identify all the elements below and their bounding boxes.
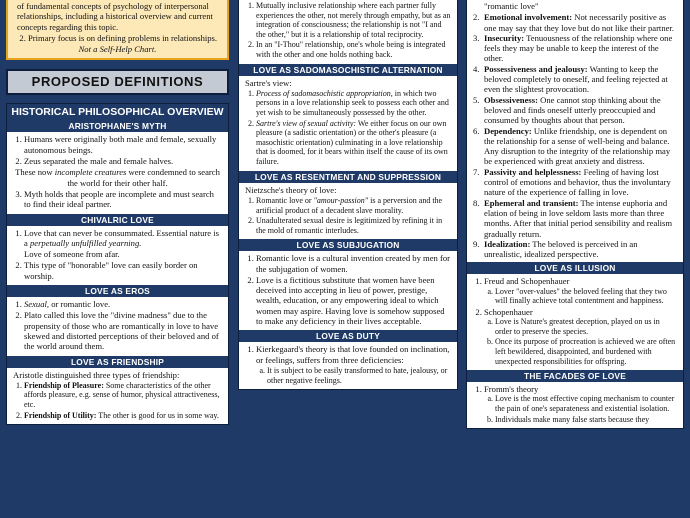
- list-item: b. Once its purpose of procreation is achieved we are often left bewildered, disappointed, and burdened with unexpected responsibilities for offspring.: [495, 337, 677, 366]
- item-term: Ephemeral and transient:: [484, 197, 579, 208]
- column-right: [466, 0, 684, 518]
- item-text: Wanting to keep the beloved completely to oneself, and feeling rejected at even the slightest provocation.: [484, 63, 668, 95]
- item-text: Unlike friendship, one is dependent on the relationship for a sense of well-being and balance. Any disruption to the integrity of the relationship may be experienced with great anxiety and distress.: [484, 125, 671, 167]
- subjugation-list: [245, 253, 451, 326]
- item-emphasis: Sexual,: [24, 299, 50, 310]
- note-emphasis: incomplete creatures: [54, 167, 127, 178]
- item-emphasis: Process of sadomasochistic appropriation,: [256, 88, 393, 98]
- list-item: [24, 381, 222, 410]
- resentment-intro: Nietzsche's theory of love:: [245, 184, 337, 195]
- chivalric-list: [13, 228, 222, 249]
- resentment-list: [245, 196, 451, 235]
- list-item: [473, 126, 677, 167]
- panel-body: [467, 274, 683, 370]
- item-text: The other is good for us in some way.: [96, 410, 219, 420]
- list-item: [256, 119, 451, 167]
- item-text: is a perversion and the artificial product of a decadent slave morality.: [256, 195, 443, 215]
- list-item: [24, 411, 222, 421]
- item-number: 5.: [473, 94, 480, 105]
- item-text: Love that can never be consummated. Essential nature is a: [24, 227, 219, 248]
- item-content: [484, 167, 677, 198]
- eros-list: [13, 299, 222, 351]
- list-item: 1. Humans were originally both male and female, sexually autonomous beings.: [24, 134, 222, 155]
- panel-heading: LOVE AS EROS: [7, 285, 228, 297]
- duty-list: [245, 344, 451, 365]
- overview-title: HISTORICAL PHILOSOPHICAL OVERVIEW: [7, 104, 228, 120]
- list-item: a. Lover "over-values" the beloved feeling that they two will finally achieve total contentment and happiness.: [495, 287, 677, 306]
- list-item: 2. In an "I-Thou" relationship, one's whole being is integrated with the other and one holds nothing back.: [256, 40, 451, 59]
- sado-intro: Sartre's view:: [245, 77, 292, 88]
- panel-heading: LOVE AS SADOMASOCHISTIC ALTERNATION: [239, 64, 457, 76]
- item-term: Insecurity:: [484, 32, 525, 43]
- characteristics-panel: [466, 0, 684, 429]
- aristophane-list-cont: [13, 189, 222, 210]
- note-text: were condemned to search the world for their other half.: [67, 167, 220, 188]
- i-thou-list: [245, 1, 451, 60]
- list-item: a. It is subject to be easily transformed to hate, jealousy, or other negative feelings.: [267, 366, 451, 385]
- item-content: [484, 12, 677, 33]
- facades-list: [473, 384, 677, 424]
- panel-body: [7, 132, 228, 213]
- panel-body: [239, 76, 457, 171]
- list-item: 1. Romantic love is a cultural invention created by men for the subjugation of women.: [256, 253, 451, 274]
- list-item: [473, 12, 677, 33]
- item-content: [484, 33, 677, 64]
- top-quote: "romantic love": [484, 1, 539, 11]
- item-content: [484, 198, 677, 239]
- overview-panel: [6, 103, 229, 425]
- i-thou-panel: [238, 0, 458, 390]
- friendship-intro: Aristotle distinguished three types of friendship:: [13, 369, 180, 380]
- intro-signature: Not a Self-Help Chart.: [78, 44, 157, 55]
- item-text: Fromm's theory: [484, 384, 539, 395]
- item-number: 6.: [473, 125, 480, 136]
- list-item: 2. Unadulterated sexual desire is legitimized by refining it in the mold of romantic interludes.: [256, 216, 451, 235]
- chivalric-sub: Love of someone from afar.: [24, 249, 120, 260]
- item-number: 3.: [473, 32, 480, 43]
- item-content: [484, 64, 677, 95]
- list-item: 1. Kierkegaard's theory is that love founded on inclination, or feelings, suffers from three deficiencies:: [256, 344, 451, 365]
- list-item: 2. Love is a fictitious substitute that women have been deceived into accepting in lieu of power, prestige, wealth, education, or any empowering ideal to which women may aspire. Having love is somehow supposed to make any deficiency in their lives acceptable.: [256, 275, 451, 326]
- illusion-sublist: [484, 287, 677, 306]
- item-number: 7.: [473, 166, 480, 177]
- friendship-list: [13, 381, 222, 420]
- intro-list: [16, 1, 219, 43]
- panel-body: [239, 183, 457, 240]
- item-term: Obsessiveness:: [484, 94, 538, 105]
- list-item: [24, 228, 222, 249]
- item-text: One cannot stop thinking about the beloved and finds oneself utterly preoccupied and consumed by thoughts about that person.: [484, 94, 661, 126]
- panel-body: [239, 0, 457, 64]
- list-item: [473, 64, 677, 95]
- panel-heading: LOVE AS FRIENDSHIP: [7, 356, 228, 368]
- item-text: Not necessarily positive as one may say that they love but do not like their partner.: [484, 12, 674, 33]
- panel-heading: LOVE AS SUBJUGATION: [239, 239, 457, 251]
- intro-item: 2. Primary focus is on defining problems in relationships.: [28, 33, 219, 43]
- item-term: Possessiveness and jealousy:: [484, 63, 588, 74]
- facades-sublist: [484, 394, 677, 424]
- panel-body: [467, 0, 683, 262]
- aristophane-list: [13, 134, 222, 166]
- list-item: 2. Plato called this love the "divine madness" due to the propensity of those who are romantically in love to have skewed and distorted perceptions of their beloved and of the world around them.: [24, 310, 222, 351]
- item-content: [484, 126, 677, 167]
- intro-item: of fundamental concepts of psychology of interpersonal relationships, including a historical overview and current concepts regarding this topic.: [17, 1, 213, 32]
- item-emphasis: "amour-passion": [313, 195, 369, 205]
- list-item: [484, 307, 677, 366]
- list-item: [473, 167, 677, 198]
- item-text: Tenuousness of the relationship where one feels they may be unable to keep the interest of the other.: [484, 32, 673, 64]
- list-item: [473, 239, 677, 260]
- item-text: Romantic love or: [256, 195, 314, 205]
- list-item: [24, 299, 222, 309]
- item-text: or romantic love.: [49, 299, 111, 310]
- item-text: Some characteristics of the other affords pleasure, e.g. sense of humor, physical attractiveness, etc.: [24, 380, 220, 410]
- panel-heading: LOVE AS DUTY: [239, 330, 457, 342]
- item-number: 8.: [473, 197, 480, 208]
- list-item: 2. This type of "honorable" love can easily border on worship.: [24, 260, 222, 281]
- panel-heading: LOVE AS ILLUSION: [467, 262, 683, 274]
- item-text: Feeling of having lost control of emotions and behavior, thus the involuntary nature of the experience of falling in love.: [484, 166, 671, 198]
- chivalric-list-cont: [13, 260, 222, 281]
- list-item: [484, 384, 677, 424]
- panel-heading: LOVE AS RESENTMENT AND SUPPRESSION: [239, 171, 457, 183]
- list-item: [484, 276, 677, 305]
- list-item: 1. Mutually inclusive relationship where each partner fully experiences the other, not merely through empathy, but as an integration of consciousness; the relationship is not "I and the other," but it is a relationship of total reciprocity.: [256, 1, 451, 39]
- item-term: Friendship of Utility:: [24, 410, 97, 420]
- panel-heading: ARISTOPHANE'S MYTH: [7, 120, 228, 132]
- item-text: in which two persons in a love relationship seek to possess each other and yet wish to be simultaneously possessed by the other.: [256, 88, 449, 118]
- characteristics-list: [473, 12, 677, 259]
- list-item: [473, 198, 677, 239]
- panel-body: [7, 226, 228, 285]
- item-text: The intense euphoria and elation of being in love seldom lasts more than three months. After that initial period sensibility and realism gradually return.: [484, 197, 673, 239]
- item-emphasis: Sartre's view of sexual activity:: [256, 118, 357, 128]
- list-item: 3. Myth holds that people are incomplete and must search to find their ideal partner.: [24, 189, 222, 210]
- item-number: 9.: [473, 238, 480, 249]
- list-item: [473, 33, 677, 64]
- item-term: Passivity and helplessness:: [484, 166, 582, 177]
- list-item: a. Love is Nature's greatest deception, played on us in order to preserve the species.: [495, 317, 677, 336]
- intro-box: [6, 0, 229, 60]
- item-text: We either focus on our own pleasure (a sadistic orientation) or the other's pleasure (a masochistic orientation) culminating in a love relationship that is doomed, for it bears within itself the cause of its own failure.: [256, 118, 448, 167]
- list-item: a. Love is the most effective coping mechanism to counter the pain of one's separateness and existential isolation.: [495, 394, 677, 413]
- item-emphasis: perpetually unfulfilled yearning.: [29, 237, 142, 248]
- item-number: 4.: [473, 63, 480, 74]
- list-item: [256, 89, 451, 118]
- aristophane-note: [13, 167, 222, 188]
- list-item: [256, 196, 451, 215]
- item-term: Emotional involvement:: [484, 12, 573, 23]
- list-item: 2. Zeus separated the male and female halves.: [24, 156, 222, 166]
- panel-heading: THE FACADES OF LOVE: [467, 370, 683, 382]
- note-text: These now: [15, 167, 55, 178]
- list-item: b. Individuals make many false starts because they: [495, 415, 677, 425]
- item-text: The beloved is perceived in an unrealistic, idealized perspective.: [484, 238, 638, 260]
- duty-sublist: [245, 366, 451, 385]
- section-title: PROPOSED DEFINITIONS: [6, 69, 229, 95]
- panel-heading: CHIVALRIC LOVE: [7, 214, 228, 226]
- item-term: Idealization:: [484, 238, 531, 249]
- item-term: Friendship of Pleasure:: [24, 380, 104, 390]
- item-text: Freud and Schopenhauer: [484, 276, 570, 287]
- item-text: Schopenhauer: [484, 306, 533, 317]
- item-content: [484, 95, 677, 126]
- illusion-sublist: [484, 317, 677, 366]
- illusion-list: [473, 276, 677, 366]
- list-item: [473, 95, 677, 126]
- panel-body: [467, 382, 683, 428]
- item-content: [484, 239, 677, 260]
- panel-body: [7, 297, 228, 355]
- panel-body: [7, 368, 228, 425]
- panel-body: [239, 251, 457, 330]
- column-left: [6, 0, 229, 518]
- column-middle: [238, 0, 458, 518]
- panel-body: [239, 342, 457, 389]
- item-number: 2.: [473, 12, 480, 23]
- item-term: Dependency:: [484, 125, 532, 136]
- sado-list: [245, 89, 451, 167]
